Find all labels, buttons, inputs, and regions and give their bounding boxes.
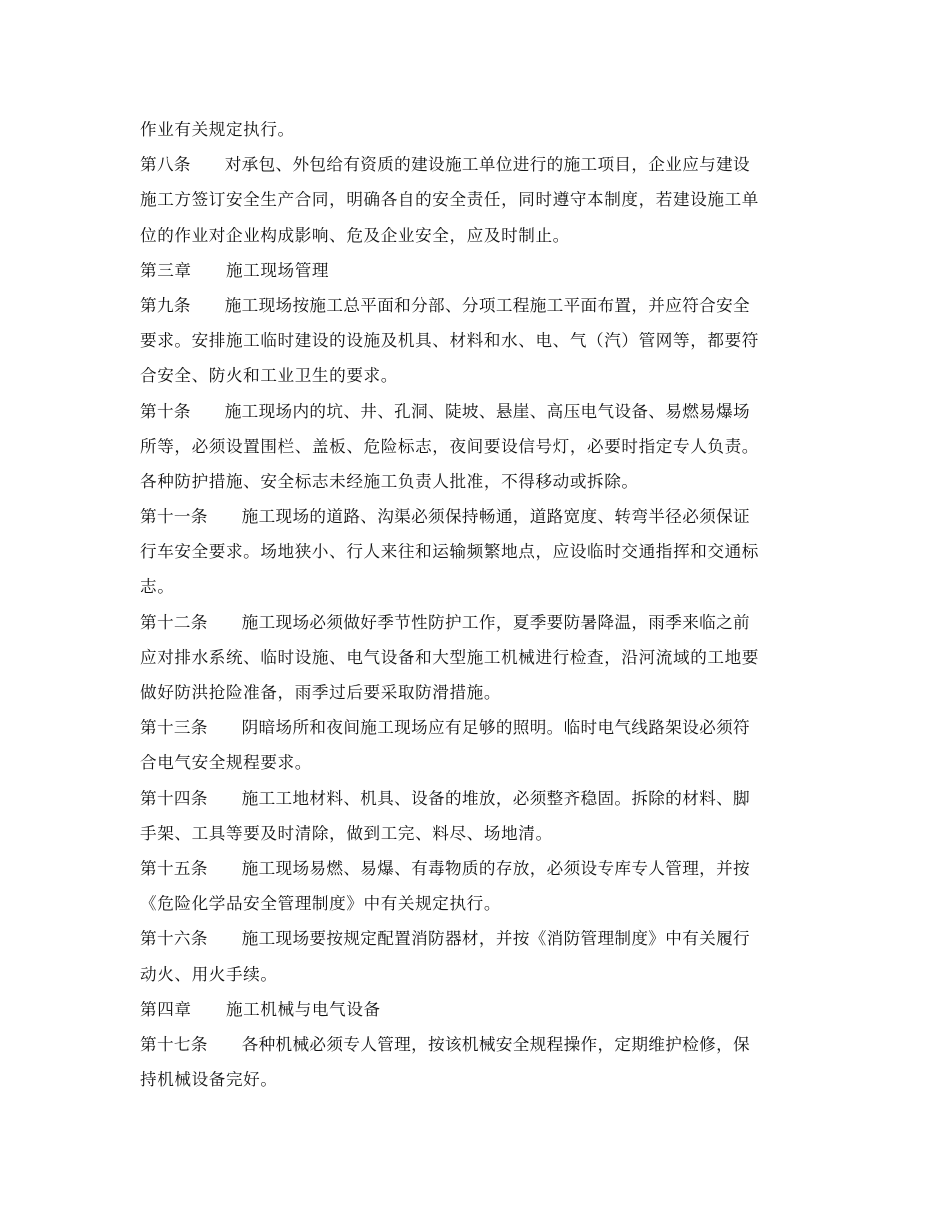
article-15-line-1: 第十五条 施工现场易燃、易爆、有毒物质的存放，必须设专库专人管理，并按 bbox=[140, 858, 750, 878]
article-16-line-1: 第十六条 施工现场要按规定配置消防器材，并按《消防管理制度》中有关履行 bbox=[140, 929, 750, 949]
article-10-line-3: 各种防护措施、安全标志未经施工负责人批准，不得移动或拆除。 bbox=[140, 471, 639, 491]
article-8-line-1: 第八条 对承包、外包给有资质的建设施工单位进行的施工项目，企业应与建设 bbox=[140, 155, 750, 175]
article-10-line-1: 第十条 施工现场内的坑、井、孔洞、陡坡、悬崖、高压电气设备、易燃易爆场 bbox=[140, 401, 750, 421]
article-11-line-1: 第十一条 施工现场的道路、沟渠必须保持畅通，道路宽度、转弯半径必须保证 bbox=[140, 507, 750, 527]
article-11-line-2: 行车安全要求。场地狭小、行人来往和运输频繁地点，应设临时交通指挥和交通标 bbox=[140, 542, 759, 562]
article-14-line-2: 手架、工具等要及时清除，做到工完、料尽、场地清。 bbox=[140, 823, 553, 843]
article-8-line-2: 施工方签订安全生产合同，明确各自的安全责任，同时遵守本制度，若建设施工单 bbox=[140, 190, 759, 210]
article-9-line-1: 第九条 施工现场按施工总平面和分部、分项工程施工平面布置，并应符合安全 bbox=[140, 295, 750, 315]
article-11-line-3: 志。 bbox=[140, 577, 175, 597]
article-14-line-1: 第十四条 施工工地材料、机具、设备的堆放，必须整齐稳固。拆除的材料、脚 bbox=[140, 788, 750, 808]
article-13-line-2: 合电气安全规程要求。 bbox=[140, 753, 312, 773]
article-16-line-2: 动火、用火手续。 bbox=[140, 964, 278, 984]
chapter-3-heading: 第三章 施工现场管理 bbox=[140, 260, 330, 280]
document-body bbox=[140, 112, 812, 1097]
article-8-line-3: 位的作业对企业构成影响、危及企业安全，应及时制止。 bbox=[140, 225, 570, 245]
article-9-line-3: 合安全、防火和工业卫生的要求。 bbox=[140, 366, 398, 386]
article-12-line-2: 应对排水系统、临时设施、电气设备和大型施工机械进行检查，沿河流域的工地要 bbox=[140, 647, 759, 667]
article-15-line-2: 《危险化学品安全管理制度》中有关规定执行。 bbox=[140, 894, 502, 914]
article-17-line-2: 持机械设备完好。 bbox=[140, 1070, 278, 1090]
article-9-line-2: 要求。安排施工临时建设的设施及机具、材料和水、电、气（汽）管网等，都要符 bbox=[140, 331, 759, 351]
article-10-line-2: 所等，必须设置围栏、盖板、危险标志，夜间要设信号灯，必要时指定专人负责。 bbox=[140, 436, 759, 456]
text-line: 作业有关规定执行。 bbox=[140, 120, 295, 139]
article-12-line-3: 做好防洪抢险准备，雨季过后要采取防滑措施。 bbox=[140, 683, 502, 702]
chapter-4-heading: 第四章 施工机械与电气设备 bbox=[140, 999, 381, 1019]
article-13-line-1: 第十三条 阴暗场所和夜间施工现场应有足够的照明。临时电气线路架设必须符 bbox=[140, 718, 750, 738]
article-12-line-1: 第十二条 施工现场必须做好季节性防护工作，夏季要防暑降温，雨季来临之前 bbox=[140, 612, 750, 632]
article-17-line-1: 第十七条 各种机械必须专人管理，按该机械安全规程操作，定期维护检修，保 bbox=[140, 1034, 750, 1054]
